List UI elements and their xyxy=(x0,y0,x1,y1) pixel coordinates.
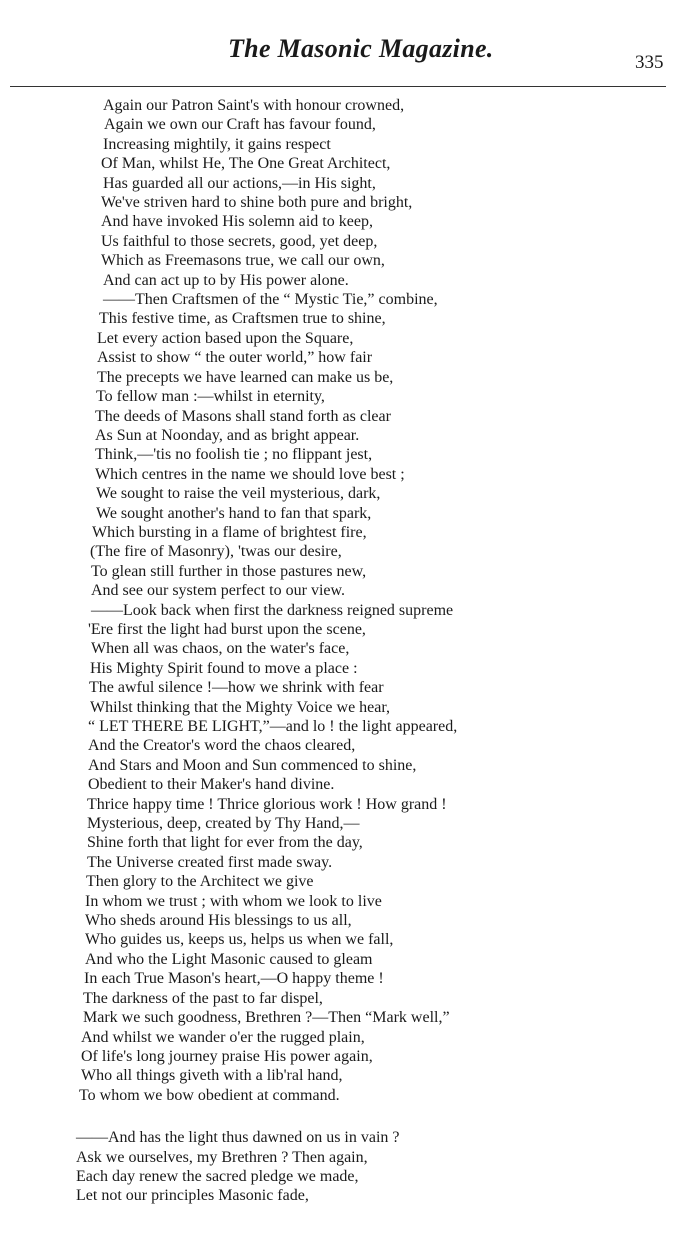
poem-line: And the Creator's word the chaos cleared, xyxy=(88,737,356,755)
poem xyxy=(0,96,690,1206)
poem-line: Mark we such goodness, Brethren ?—Then “Mark well,” xyxy=(83,1009,450,1027)
poem-line: Think,—'tis no foolish tie ; no flippant jest, xyxy=(95,446,373,464)
poem-line: We've striven hard to shine both pure and bright, xyxy=(101,194,413,212)
poem-line: Then glory to the Architect we give xyxy=(86,873,314,891)
page-number: 335 xyxy=(635,52,664,73)
poem-line: And have invoked His solemn aid to keep, xyxy=(101,213,373,231)
poem-line: And can act up to by His power alone. xyxy=(103,271,349,289)
poem-line: ——Look back when first the darkness reigned supreme xyxy=(91,601,454,619)
poem-line: “ LET THERE BE LIGHT,”—and lo ! the light appeared, xyxy=(88,718,458,735)
poem-line: Thrice happy time ! Thrice glorious work ! How grand ! xyxy=(87,795,447,813)
poem-line: Has guarded all our actions,—in His sight, xyxy=(103,174,376,192)
poem-line: We sought to raise the veil mysterious, dark, xyxy=(96,485,381,503)
poem-line: The awful silence !—how we shrink with fear xyxy=(89,679,384,697)
poem-line: When all was chaos, on the water's face, xyxy=(91,640,350,658)
poem-line: Obedient to their Maker's hand divine. xyxy=(88,776,335,794)
poem-line: In each True Mason's heart,—O happy theme ! xyxy=(84,970,384,988)
poem-line: Ask we ourselves, my Brethren ? Then again, xyxy=(76,1148,368,1166)
poem-line: Which as Freemasons true, we call our own, xyxy=(101,252,385,270)
stanza-1 xyxy=(0,96,690,1105)
poem-line: The precepts we have learned can make us be, xyxy=(97,368,394,386)
running-head xyxy=(0,34,690,74)
stanza-2 xyxy=(0,1128,690,1206)
poem-line: Us faithful to those secrets, good, yet deep, xyxy=(101,232,378,250)
poem-line: And see our system perfect to our view. xyxy=(91,582,345,600)
poem-line: Of life's long journey praise His power again, xyxy=(81,1047,373,1065)
poem-line: In whom we trust ; with whom we look to live xyxy=(85,892,382,910)
poem-line: Who sheds around His blessings to us all, xyxy=(85,912,352,930)
poem-line: Each day renew the sacred pledge we made, xyxy=(76,1167,359,1185)
poem-line: Mysterious, deep, created by Thy Hand,— xyxy=(87,815,360,833)
poem-line: And Stars and Moon and Sun commenced to shine, xyxy=(88,756,417,774)
poem-line: And who the Light Masonic caused to gleam xyxy=(85,950,373,968)
poem-line: Of Man, whilst He, The One Great Architect, xyxy=(101,155,391,173)
poem-line: The deeds of Masons shall stand forth as clear xyxy=(95,407,391,425)
poem-line: Again our Patron Saint's with honour crowned, xyxy=(103,97,405,114)
poem-line: To glean still further in those pastures new, xyxy=(91,562,367,580)
poem-line: This festive time, as Craftsmen true to shine, xyxy=(99,310,386,328)
poem-line: His Mighty Spirit found to move a place : xyxy=(90,659,358,677)
poem-line: Whilst thinking that the Mighty Voice we hear, xyxy=(90,698,391,716)
poem-line: 'Ere first the light had burst upon the scene, xyxy=(88,620,366,638)
poem-line: Assist to show “ the outer world,” how fair xyxy=(97,349,373,367)
poem-line: The darkness of the past to far dispel, xyxy=(83,989,323,1007)
poem-line: Shine forth that light for ever from the day, xyxy=(87,834,363,852)
poem-line: Who guides us, keeps us, helps us when we fall, xyxy=(85,931,394,949)
poem-line: And whilst we wander o'er the rugged plain, xyxy=(81,1028,365,1046)
poem-line: (The fire of Masonry), 'twas our desire, xyxy=(90,543,342,561)
poem-line: Again we own our Craft has favour found, xyxy=(104,116,376,134)
poem-line: ——Then Craftsmen of the “ Mystic Tie,” combine, xyxy=(103,291,438,309)
stanza-break xyxy=(0,1105,690,1128)
poem-line: To fellow man :—whilst in eternity, xyxy=(96,388,325,406)
poem-line: Which bursting in a flame of brightest fire, xyxy=(92,523,367,541)
journal-title: The Masonic Magazine. xyxy=(228,34,494,63)
poem-line: The Universe created first made sway. xyxy=(87,853,333,871)
poem-line: Let not our principles Masonic fade, xyxy=(76,1187,309,1205)
poem-line: Increasing mightily, it gains respect xyxy=(103,135,331,153)
poem-line: As Sun at Noonday, and as bright appear. xyxy=(95,426,360,444)
poem-line: To whom we bow obedient at command. xyxy=(79,1086,340,1104)
poem-line: ——And has the light thus dawned on us in vain ? xyxy=(76,1129,400,1147)
poem-line: Who all things giveth with a lib'ral hand, xyxy=(81,1067,343,1085)
poem-line: Which centres in the name we should love best ; xyxy=(95,465,405,483)
poem-line: We sought another's hand to fan that spark, xyxy=(96,504,372,522)
header-rule xyxy=(10,86,666,87)
poem-line: Let every action based upon the Square, xyxy=(97,329,354,347)
